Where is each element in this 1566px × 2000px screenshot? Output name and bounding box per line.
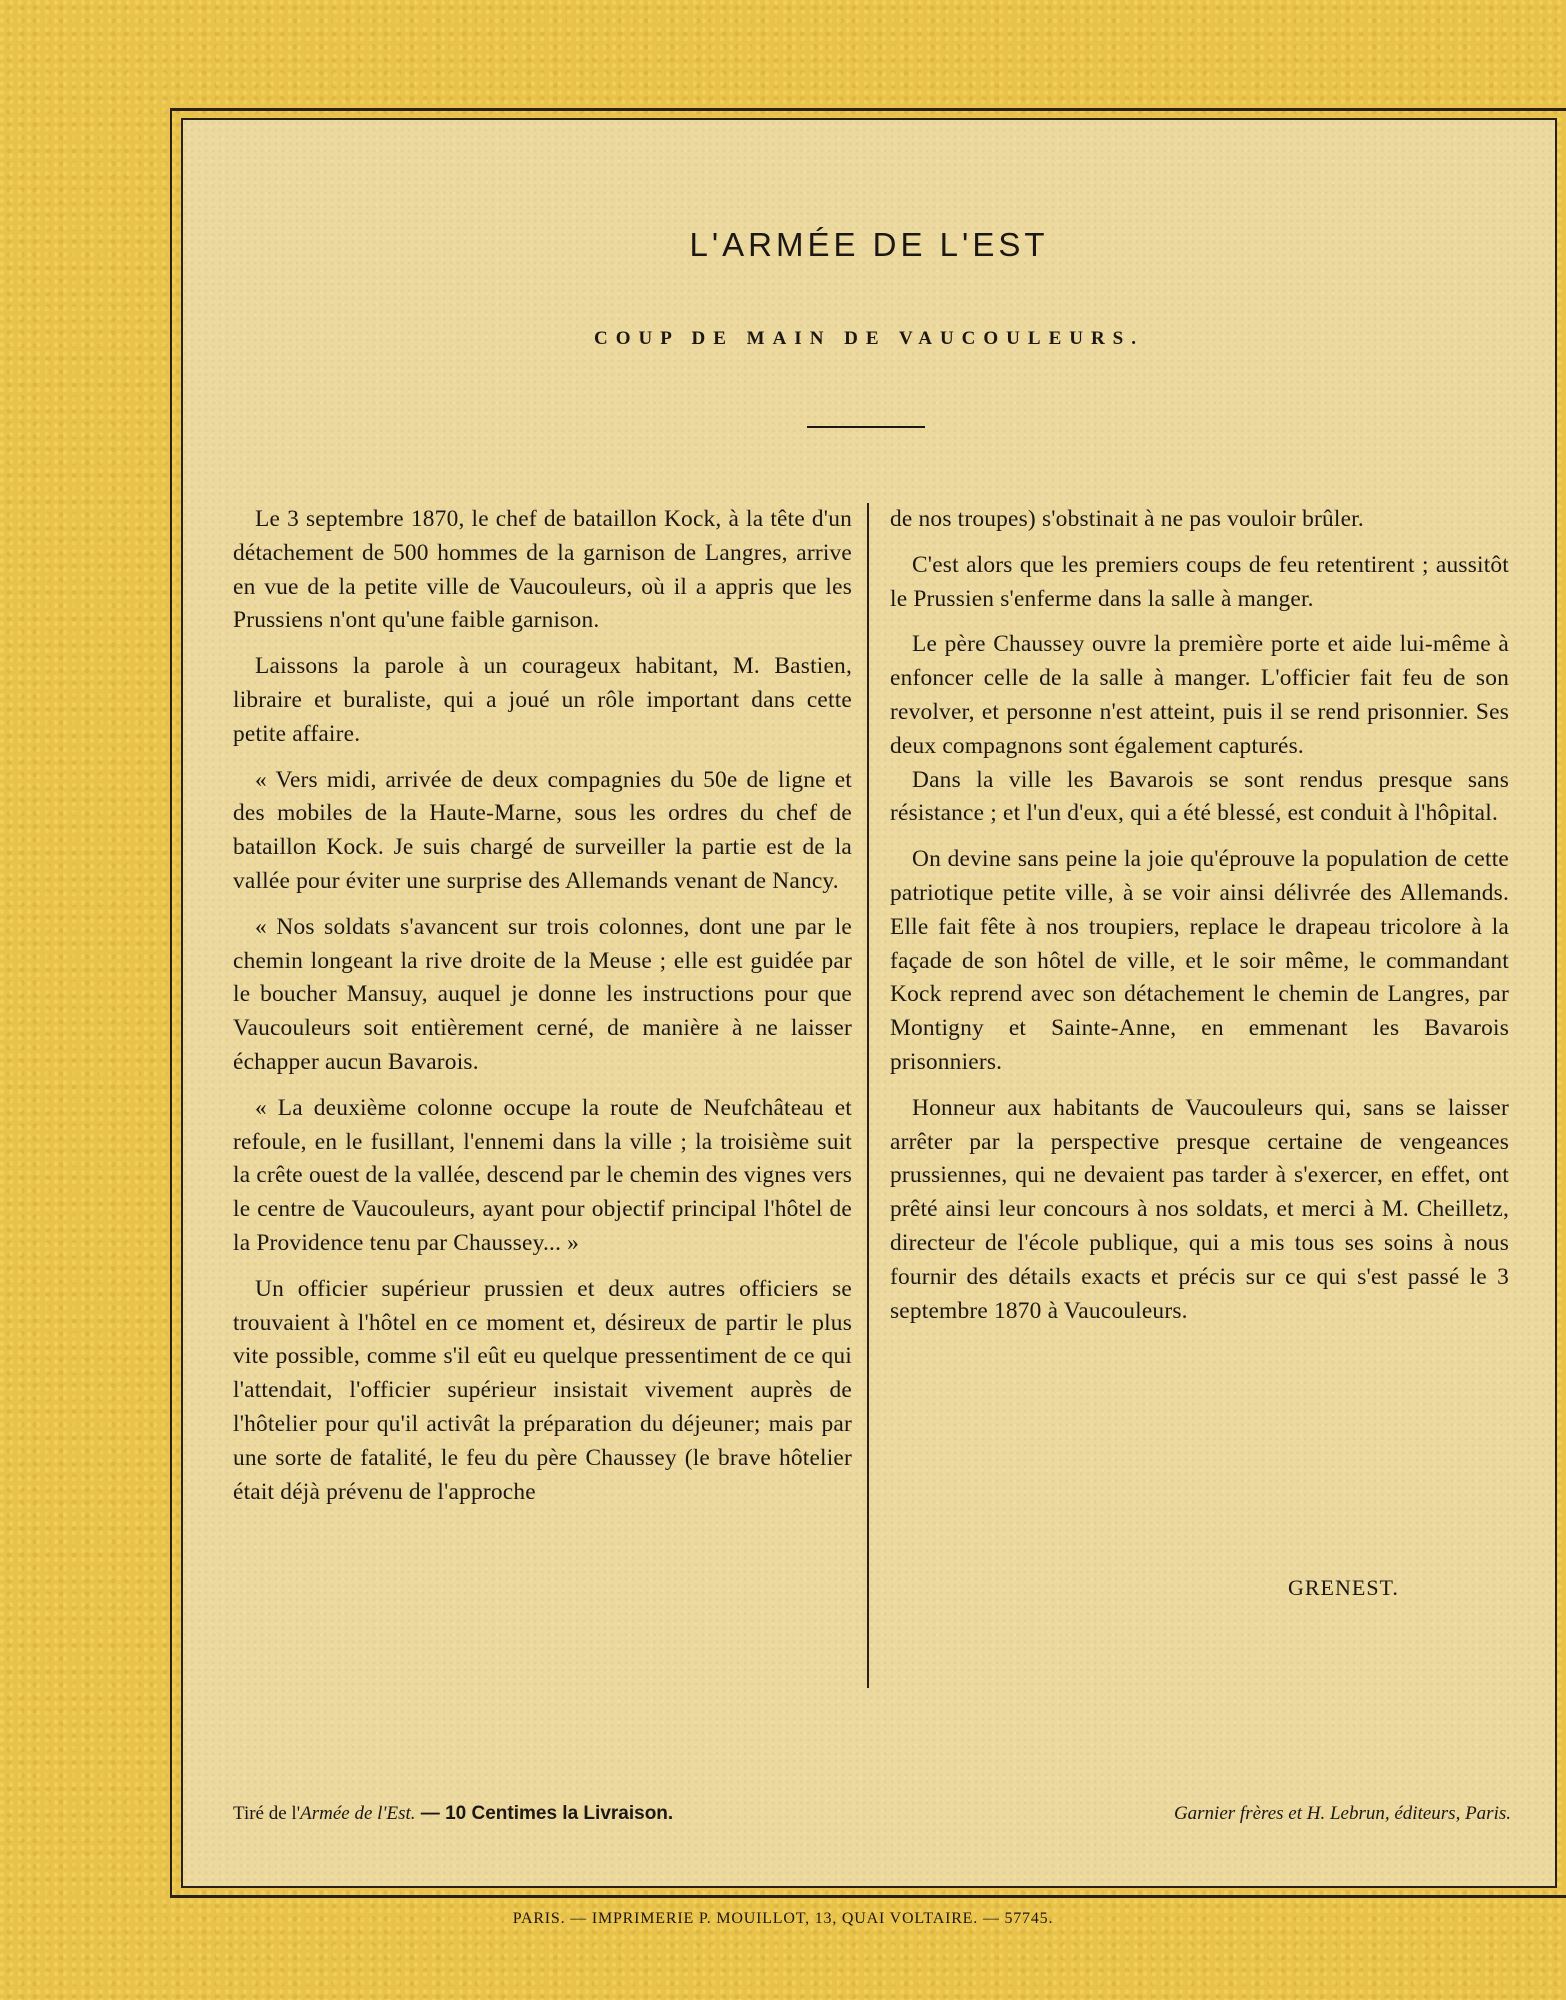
author-signature: GRENEST.: [1288, 1575, 1399, 1600]
paragraph: Honneur aux habitants de Vaucouleurs qui, sans se laisser arrêter par la perspective presque certaine de vengeances prussiennes, qui ne devaient pas tarder à s'exercer, en effet, ont prêté ainsi leur concours à nos soldats, et merci à M. Cheilletz, directeur de l'école publique, qui a mis tous ses soins à nous fournir des détails exacts et précis sur ce qui s'est passé le 3 septembre 1870 à Vaucouleurs.: [890, 1094, 1509, 1324]
publisher-note: Garnier frères et H. Lebrun, éditeurs, Paris.: [1173, 1803, 1511, 1824]
source-note: [233, 1803, 673, 1825]
source-title: Armée de l'Est.: [300, 1803, 416, 1824]
page-title: L'ARMÉE DE L'EST: [689, 226, 1049, 263]
paragraph: Laissons la parole à un courageux habitant, M. Bastien, libraire et buraliste, qui a joué un rôle important dans cette petite affaire.: [233, 653, 852, 747]
paragraph: Dans la ville les Bavarois se sont rendus presque sans résistance ; et l'un d'eux, qui a été blessé, est conduit à l'hôpital.: [890, 766, 1509, 827]
title-separator-rule: [807, 426, 925, 428]
paragraph: de nos troupes) s'obstinait à ne pas vouloir brûler.: [890, 506, 1364, 532]
left-column: [233, 503, 852, 1509]
paragraph: C'est alors que les premiers coups de feu retentirent ; aussitôt le Prussien s'enferme dans la salle à manger.: [890, 551, 1509, 612]
page-subtitle: COUP DE MAIN DE VAUCOULEURS.: [593, 328, 1145, 349]
printed-page: [181, 118, 1557, 1888]
paragraph: « Vers midi, arrivée de deux compagnies du 50e de ligne et des mobiles de la Haute-Marne, sous les ordres du chef de bataillon Kock. Je suis chargé de surveiller la partie est de la vallée pour éviter une surprise des Allemands venant de Nancy.: [233, 766, 852, 894]
price-note: — 10 Centimes la Livraison.: [415, 1803, 674, 1824]
column-divider: [867, 503, 869, 1688]
paragraph: On devine sans peine la joie qu'éprouve la population de cette patriotique petite ville, à se voir ainsi délivrée des Allemands. Elle fait fête à nos troupiers, replace le drapeau tricolore à la façade de son hôtel de ville, et le soir même, le commandant Kock reprend avec son détachement le chemin de Langres, par Montigny et Sainte-Anne, en emmenant les Bavarois prisonniers.: [890, 846, 1509, 1075]
source-prefix: Tiré de l': [233, 1803, 301, 1824]
paragraph: « Nos soldats s'avancent sur trois colonnes, dont une par le chemin longeant la rive droite de la Meuse ; elle est guidée par le boucher Mansuy, auquel je donne les instructions pour que Vaucouleurs soit entièrement cerné, de manière à ne laisser échapper aucun Bavarois.: [233, 913, 852, 1075]
right-column: [890, 503, 1509, 1340]
paragraph: Un officier supérieur prussien et deux autres officiers se trouvaient à l'hôtel en ce moment et, désireux de partir le plus vite possible, comme s'il eût eu quelque pressentiment de ce qui l'attendait, l'officier supérieur insistait vivement auprès de l'hôtelier pour qu'il activât la préparation du déjeuner; mais par une sorte de fatalité, le feu du père Chaussey (le brave hôtelier était déjà prévenu de l'approche: [233, 1275, 852, 1505]
paragraph: Le 3 septembre 1870, le chef de bataillon Kock, à la tête d'un détachement de 500 hommes de la garnison de Langres, arrive en vue de la petite ville de Vaucouleurs, où il a appris que les Prussiens n'ont qu'une faible garnison.: [233, 506, 852, 634]
paragraph: « La deuxième colonne occupe la route de Neufchâteau et refoule, en le fusillant, l'ennemi dans la ville ; la troisième suit la crête ouest de la vallée, descend par le chemin des vignes vers le centre de Vaucouleurs, ayant pour objectif principal l'hôtel de la Providence tenu par Chaussey... »: [233, 1094, 852, 1256]
printer-imprint: PARIS. — IMPRIMERIE P. MOUILLOT, 13, QUAI VOLTAIRE. — 57745.: [512, 1910, 1054, 1927]
paragraph: Le père Chaussey ouvre la première porte et aide lui-même à enfoncer celle de la salle à manger. L'officier fait feu de son revolver, et personne n'est atteint, puis il se rend prisonnier. Ses deux compagnons sont également capturés.: [890, 631, 1509, 759]
